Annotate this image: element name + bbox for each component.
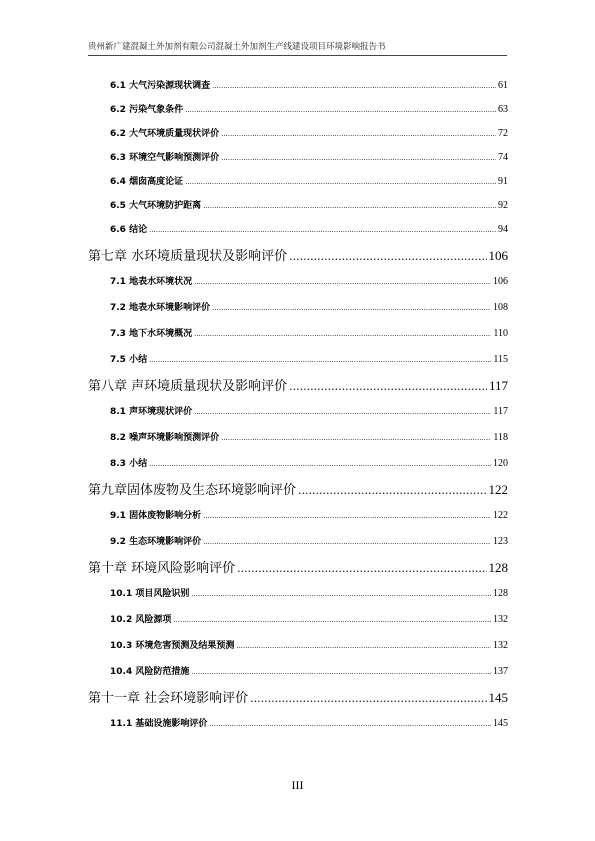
toc-entry-page-number: 108 <box>493 302 508 313</box>
toc-entry-page-number: 92 <box>498 200 508 211</box>
toc-section-entry[interactable] <box>88 198 508 211</box>
toc-section-entry[interactable] <box>88 222 508 235</box>
toc-leader-dots <box>289 250 486 263</box>
toc-section-entry[interactable] <box>88 78 508 91</box>
toc-entry-title: 8.3 小结 <box>110 459 148 469</box>
toc-entry-page-number: 115 <box>493 354 508 365</box>
toc-entry-title: 7.5 小结 <box>110 355 148 365</box>
toc-chapter-entry[interactable] <box>88 375 508 394</box>
toc-section-entry[interactable] <box>88 274 508 287</box>
toc-entry-page-number: 128 <box>488 560 508 575</box>
toc-leader-dots <box>212 82 496 90</box>
toc-entry-page-number: 123 <box>493 536 508 547</box>
toc-entry-title: 第九章固体废物及生态环境影响评价 <box>88 483 297 498</box>
toc-chapter-entry[interactable] <box>88 245 508 264</box>
toc-entry-title: 6.6 结论 <box>110 225 148 235</box>
toc-leader-dots <box>236 642 491 650</box>
toc-entry-page-number: 61 <box>498 80 508 91</box>
toc-leader-dots <box>203 538 491 546</box>
toc-leader-dots <box>185 106 496 114</box>
toc-section-entry[interactable] <box>88 174 508 187</box>
toc-section-entry[interactable] <box>88 586 508 599</box>
toc-entry-page-number: 117 <box>493 406 508 417</box>
toc-entry-page-number: 91 <box>498 176 508 187</box>
toc-section-entry[interactable] <box>88 150 508 163</box>
toc-chapter-entry[interactable] <box>88 557 508 576</box>
toc-leader-dots <box>194 330 491 338</box>
toc-entry-page-number: 74 <box>498 152 508 163</box>
toc-section-entry[interactable] <box>88 126 508 139</box>
toc-section-entry[interactable] <box>88 534 508 547</box>
toc-leader-dots <box>149 226 496 234</box>
toc-section-entry[interactable] <box>88 716 508 729</box>
toc-entry-page-number: 132 <box>493 640 508 651</box>
toc-entry-title: 8.2 噪声环境影响预测评价 <box>110 433 220 443</box>
toc-leader-dots <box>149 356 491 364</box>
toc-entry-page-number: 120 <box>493 458 508 469</box>
toc-entry-page-number: 122 <box>493 510 508 521</box>
toc-leader-dots <box>298 484 486 497</box>
toc-leader-dots <box>203 512 491 520</box>
toc-entry-title: 10.4 风险防范措施 <box>110 667 190 677</box>
toc-entry-page-number: 145 <box>493 718 508 729</box>
running-header: 贵州新广建混凝土外加剂有限公司混凝土外加剂生产线建设项目环境影响报告书 <box>88 42 386 52</box>
toc-entry-title: 6.5 大气环境防护距离 <box>110 201 202 211</box>
toc-entry-title: 10.1 项目风险识别 <box>110 589 190 599</box>
toc-entry-page-number: 106 <box>493 276 508 287</box>
toc-chapter-entry[interactable] <box>88 687 508 706</box>
toc-section-entry[interactable] <box>88 612 508 625</box>
toc-leader-dots <box>185 178 496 186</box>
toc-entry-title: 7.2 地表水环境影响评价 <box>110 303 211 313</box>
toc-section-entry[interactable] <box>88 102 508 115</box>
toc-section-entry[interactable] <box>88 404 508 417</box>
toc-entry-page-number: 106 <box>488 248 508 263</box>
toc-entry-title: 第七章 水环境质量现状及影响评价 <box>88 249 288 264</box>
toc-leader-dots <box>221 434 491 442</box>
toc-leader-dots <box>203 202 496 210</box>
toc-section-entry[interactable] <box>88 638 508 651</box>
toc-leader-dots <box>221 154 496 162</box>
toc-leader-dots <box>173 616 491 624</box>
toc-entry-title: 11.1 基础设施影响评价 <box>110 719 208 729</box>
toc-entry-page-number: 145 <box>488 690 508 705</box>
toc-section-entry[interactable] <box>88 300 508 313</box>
toc-leader-dots <box>191 668 491 676</box>
toc-entry-title: 6.1 大气污染源现状调查 <box>110 81 211 91</box>
toc-entry-title: 10.2 风险源项 <box>110 615 172 625</box>
toc-section-entry[interactable] <box>88 326 508 339</box>
toc-leader-dots <box>209 720 491 728</box>
toc-leader-dots <box>221 130 496 138</box>
toc-leader-dots <box>194 278 491 286</box>
toc-entry-title: 6.4 烟囱高度论证 <box>110 177 184 187</box>
toc-entry-page-number: 63 <box>498 104 508 115</box>
toc-entry-title: 7.3 地下水环境概况 <box>110 329 193 339</box>
toc-section-entry[interactable] <box>88 664 508 677</box>
toc-leader-dots <box>191 590 491 598</box>
toc-chapter-entry[interactable] <box>88 479 508 498</box>
toc-entry-title: 8.1 声环境现状评价 <box>110 407 193 417</box>
toc-entry-page-number: 117 <box>488 378 508 393</box>
toc-entry-title: 第十一章 社会环境影响评价 <box>88 691 249 706</box>
toc-leader-dots <box>237 562 486 575</box>
toc-entry-title: 6.2 污染气象条件 <box>110 105 184 115</box>
toc-entry-title: 10.3 环境危害预测及结果预测 <box>110 641 235 651</box>
toc-entry-page-number: 72 <box>498 128 508 139</box>
page-number: III <box>291 778 304 792</box>
toc-section-entry[interactable] <box>88 456 508 469</box>
toc-entry-title: 9.1 固体废物影响分析 <box>110 511 202 521</box>
toc-leader-dots <box>250 692 486 705</box>
toc-leader-dots <box>212 304 491 312</box>
toc-entry-page-number: 94 <box>498 224 508 235</box>
toc-entry-page-number: 110 <box>493 328 508 339</box>
header-rule <box>88 55 507 56</box>
toc-entry-page-number: 132 <box>493 614 508 625</box>
toc-entry-title: 9.2 生态环境影响评价 <box>110 537 202 547</box>
toc-entry-title: 第十章 环境风险影响评价 <box>88 561 236 576</box>
toc-entry-page-number: 137 <box>493 666 508 677</box>
toc-leader-dots <box>289 380 487 393</box>
toc-entry-page-number: 122 <box>488 482 508 497</box>
toc-entry-page-number: 118 <box>493 432 508 443</box>
toc-entry-page-number: 128 <box>493 588 508 599</box>
toc-entry-title: 7.1 地表水环境状况 <box>110 277 193 287</box>
toc-leader-dots <box>194 408 491 416</box>
toc-section-entry[interactable] <box>88 430 508 443</box>
toc-section-entry[interactable] <box>88 508 508 521</box>
toc-leader-dots <box>149 460 491 468</box>
toc-section-entry[interactable] <box>88 352 508 365</box>
toc-entry-title: 6.3 环境空气影响预测评价 <box>110 153 220 163</box>
toc-entry-title: 第八章 声环境质量现状及影响评价 <box>88 379 288 394</box>
toc-entry-title: 6.2 大气环境质量现状评价 <box>110 129 220 139</box>
